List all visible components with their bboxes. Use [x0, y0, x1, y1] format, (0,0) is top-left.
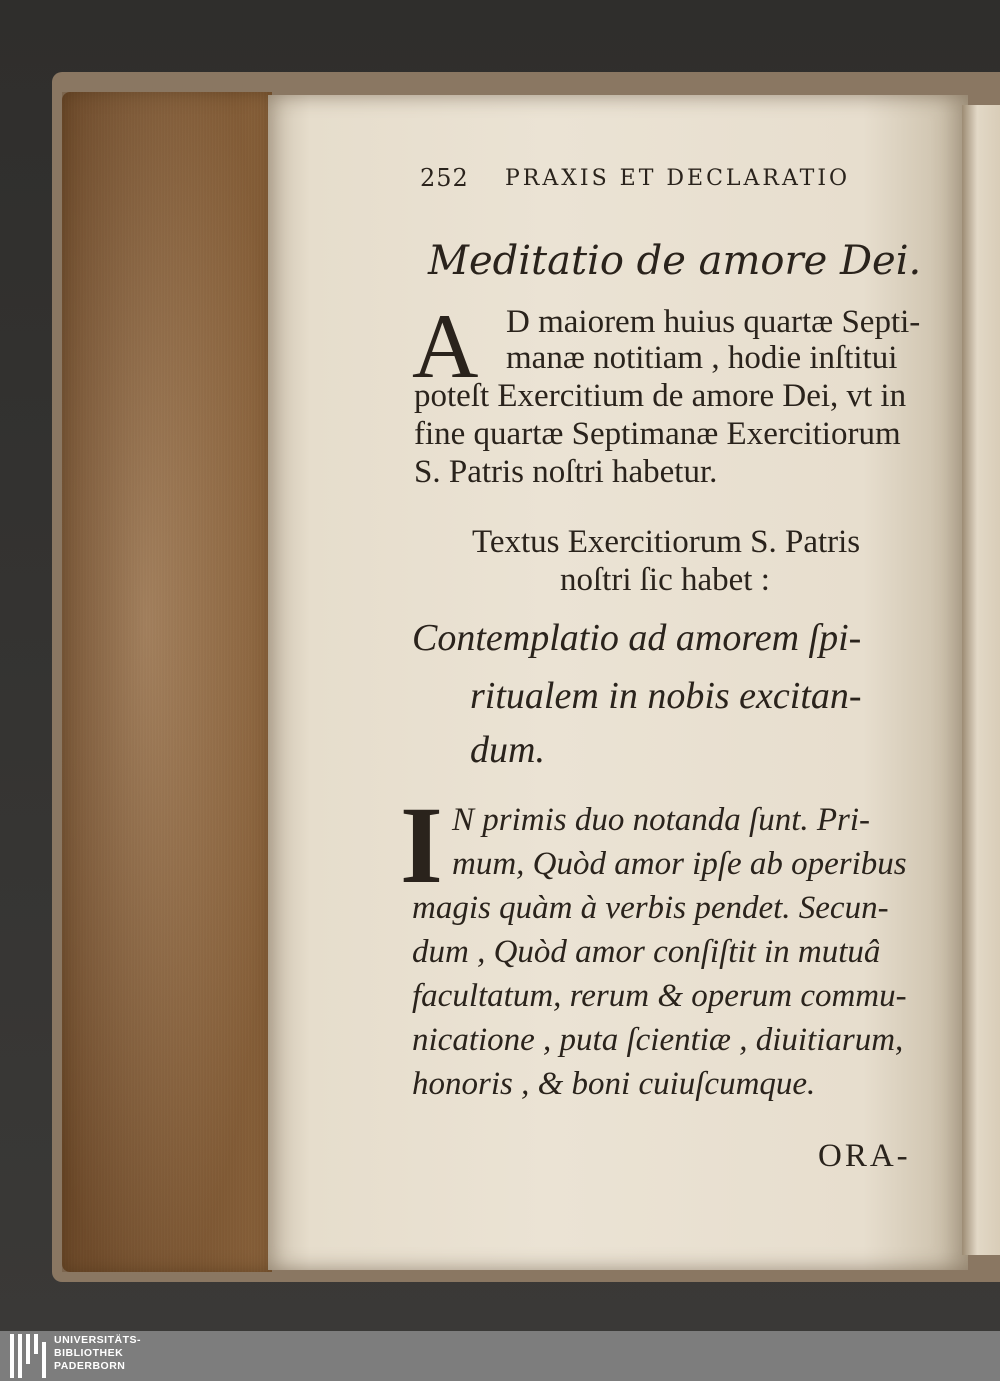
library-name-line: BIBLIOTHEK	[54, 1347, 124, 1359]
text-line: nicatione , puta ſcientiæ , diuitiarum,	[412, 1022, 904, 1058]
text-line: poteſt Exercitium de amore Dei, vt in	[414, 378, 907, 414]
running-head: PRAXIS ET DECLARATIO	[505, 166, 851, 191]
drop-cap-i: I	[400, 784, 443, 906]
text-line: N primis duo notanda ſunt. Pri-	[452, 802, 871, 838]
footer-bar	[0, 1331, 1000, 1381]
subtitle-line: Contemplatio ad amorem ſpi-	[412, 617, 862, 659]
text-line: noſtri ſic habet :	[560, 562, 770, 598]
text-line: magis quàm à verbis pendet. Secun-	[412, 890, 889, 926]
text-line: facultatum, rerum & operum commu-	[412, 978, 907, 1014]
page-number: 252	[420, 164, 469, 192]
library-logo-icon	[8, 1334, 46, 1378]
library-name	[54, 1334, 141, 1373]
library-name-line: UNIVERSITÄTS-	[54, 1334, 142, 1346]
text-line: dum , Quòd amor conſiſtit in mutuâ	[412, 934, 881, 970]
text-line: fine quartæ Septimanæ Exercitiorum	[414, 416, 901, 452]
library-name-line: PADERBORN	[54, 1360, 126, 1372]
subtitle-line: dum.	[470, 729, 545, 771]
text-line: Textus Exercitiorum S. Patris	[472, 524, 861, 560]
catchword: ORA-	[818, 1138, 911, 1174]
text-line: mum, Quòd amor ipſe ab operibus	[452, 846, 907, 882]
text-line: manæ notitiam , hodie inſtitui	[506, 340, 898, 376]
section-title: Meditatio de amore Dei.	[428, 238, 922, 284]
text-line: honoris , & boni cuiuſcumque.	[412, 1066, 816, 1102]
drop-cap-a: A	[412, 295, 479, 397]
text-line: S. Patris noſtri habetur.	[414, 454, 718, 490]
text-line: D maiorem huius quartæ Septi-	[506, 304, 921, 340]
subtitle-line: ritualem in nobis excitan-	[470, 675, 862, 717]
